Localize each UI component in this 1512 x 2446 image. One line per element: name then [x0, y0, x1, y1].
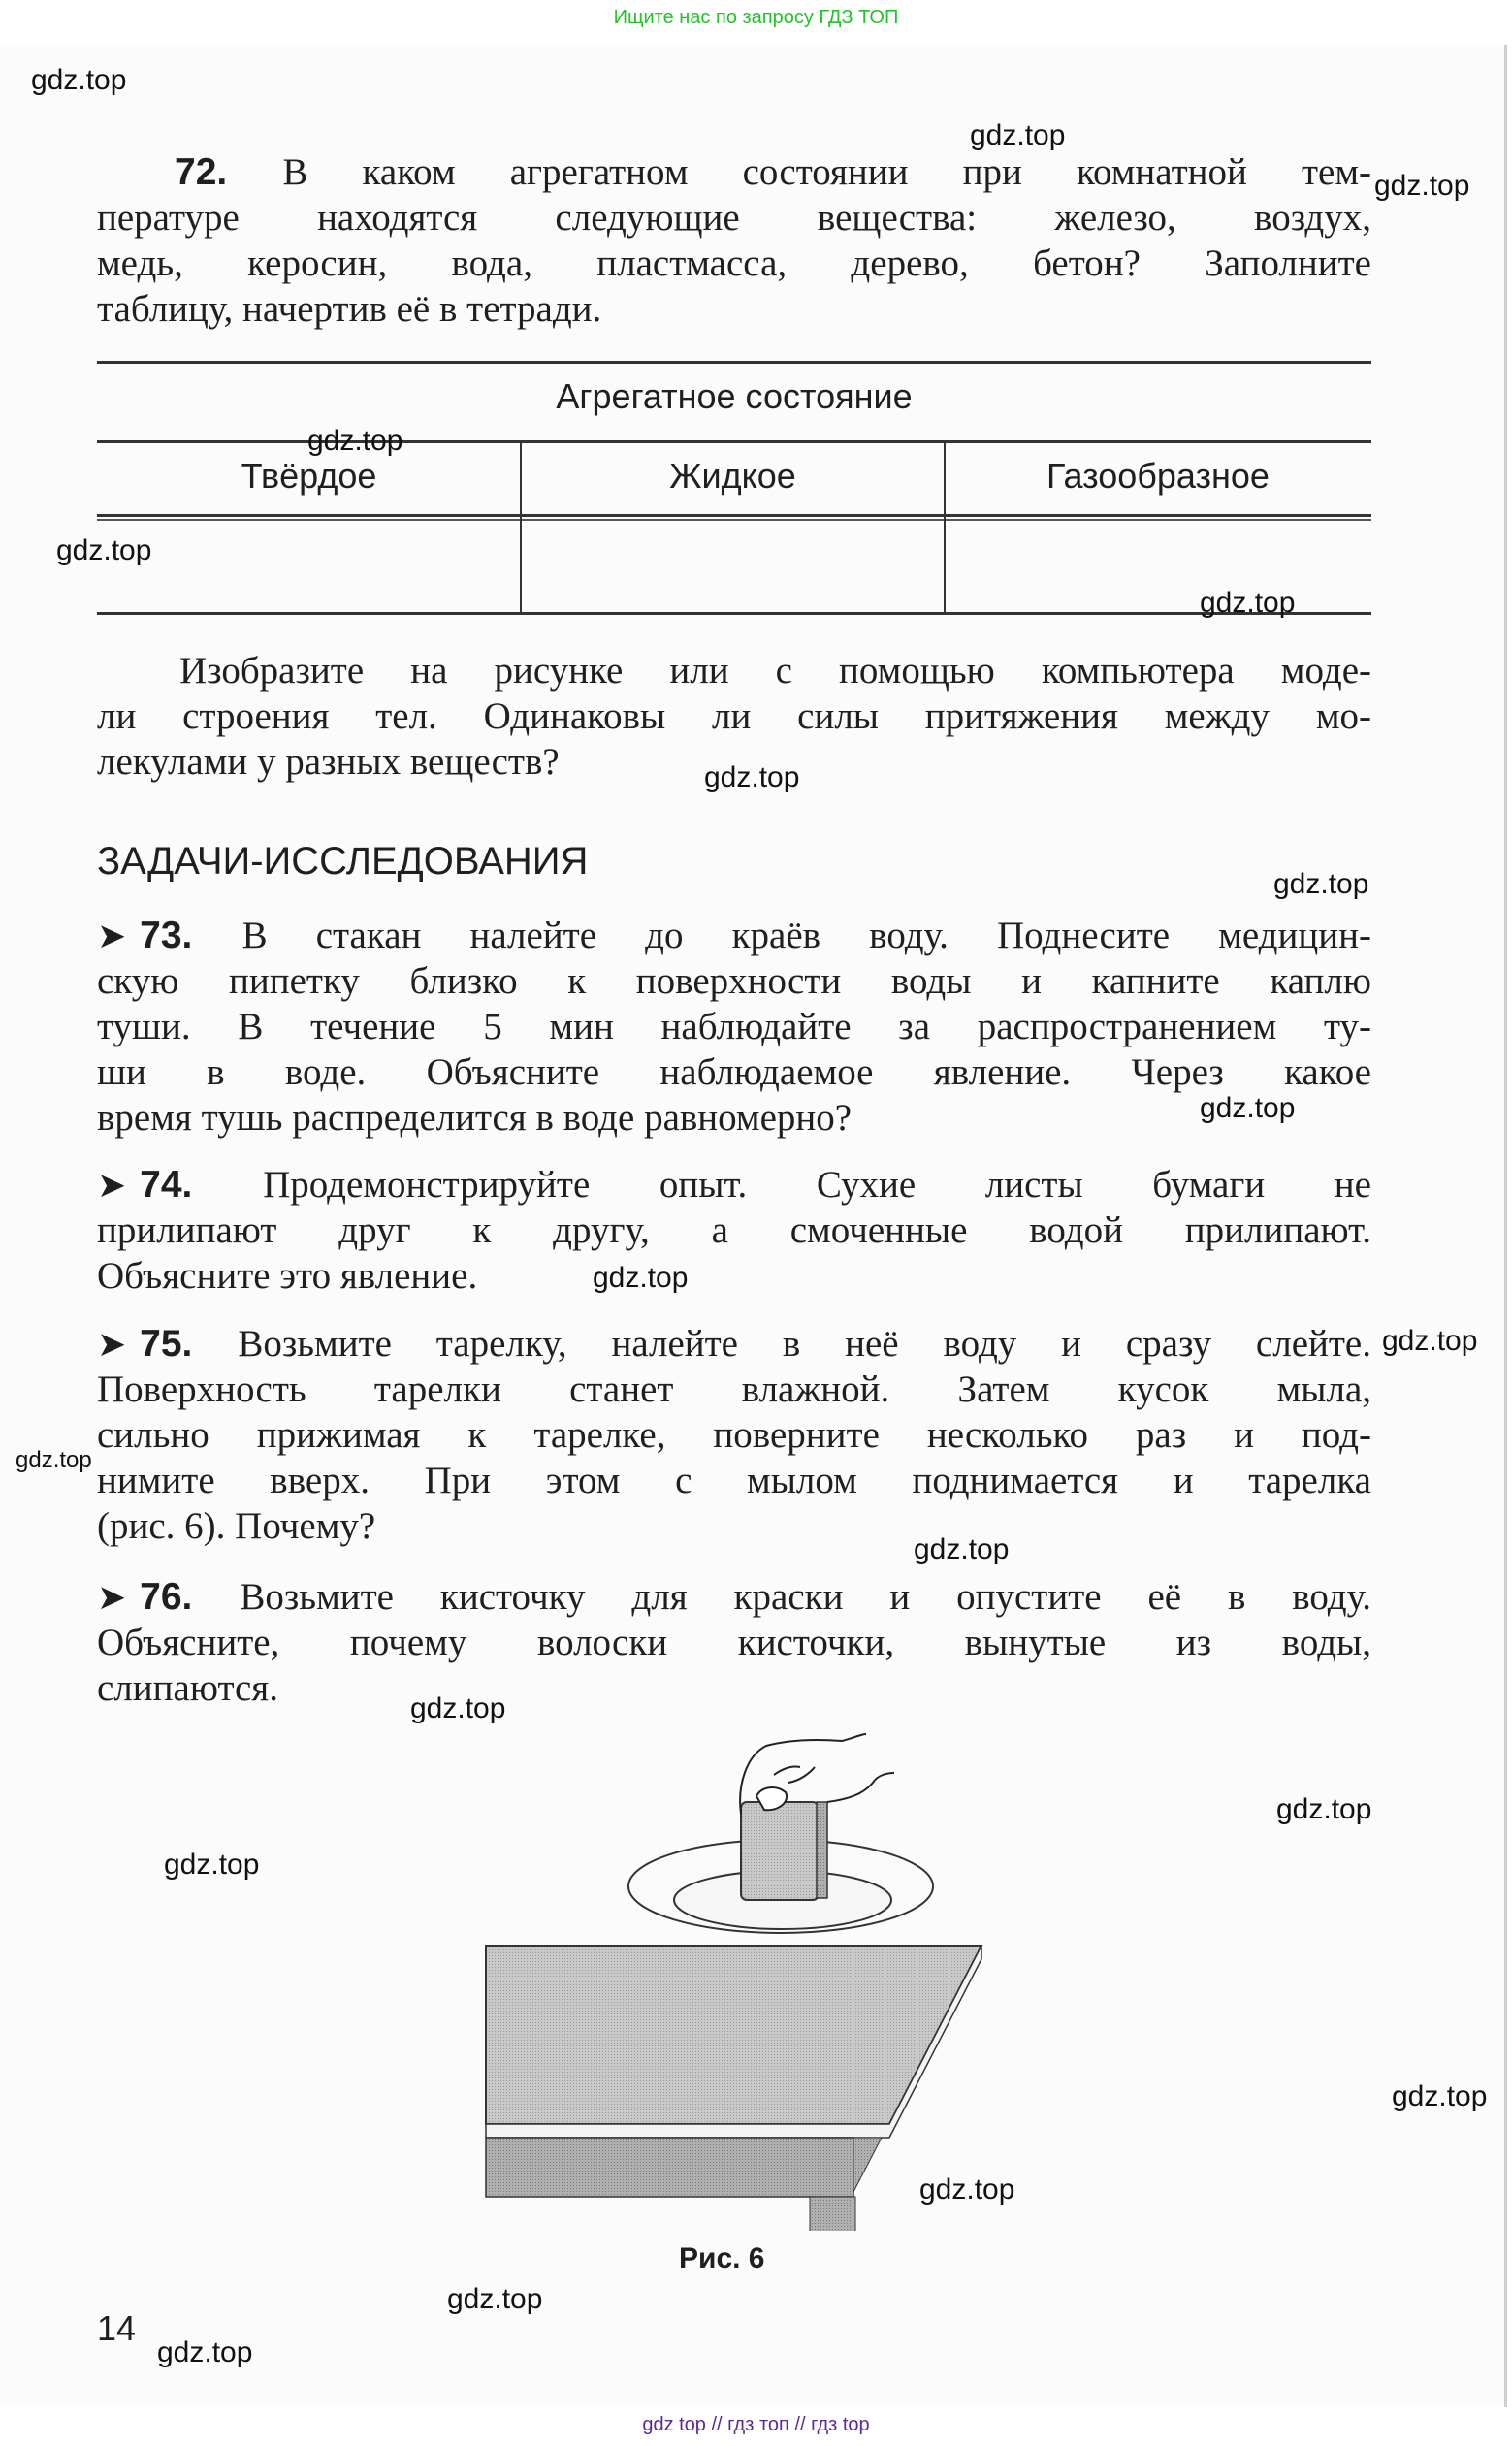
text-line-content: В каком агрегатном состоянии при комнатной тем- [282, 151, 1371, 193]
text-line-content: ли строения тел. Одинаковы ли силы притяжения между мо- [97, 695, 1371, 737]
text-line-content: Возьмите тарелку, налейте в неё воду и сразу слейте. [238, 1323, 1371, 1365]
column-header-liquid: Жидкое [669, 456, 796, 496]
task-number: 75. [140, 1323, 239, 1365]
text-line-content: скую пипетку близко к поверхности воды и капните каплю [97, 960, 1371, 1002]
task-75 [97, 1321, 1371, 1549]
watermark: gdz.top [1200, 1092, 1296, 1124]
task-number: 74. [140, 1164, 264, 1206]
column-header-gas: Газообразное [1046, 456, 1270, 496]
task-number: 73. [140, 915, 242, 956]
text-line [97, 286, 1371, 332]
task-74 [97, 1162, 1371, 1299]
text-line-content: Объясните, почему волоски кисточки, вынутые из воды, [97, 1622, 1371, 1663]
text-line [97, 1049, 1371, 1095]
text-line-content: слипаются. [97, 1667, 278, 1709]
table-column-divider [520, 442, 522, 613]
text-line [97, 1207, 1371, 1253]
table-bottom-rule [97, 612, 1371, 615]
watermark: gdz.top [1200, 587, 1296, 619]
watermark: gdz.top [1392, 2080, 1488, 2112]
table-top-rule [97, 361, 1371, 364]
watermark: gdz.top [593, 1262, 689, 1294]
arrow-icon: ➤ [97, 1578, 127, 1618]
table-column-divider [944, 442, 946, 613]
text-line [97, 1412, 1371, 1458]
watermark: gdz.top [919, 2173, 1015, 2205]
text-line [97, 648, 1371, 693]
text-line [97, 195, 1371, 241]
text-line-content: Продемонстрируйте опыт. Сухие листы бумаги не [263, 1164, 1371, 1206]
arrow-icon: ➤ [97, 1166, 127, 1206]
text-line [97, 149, 1371, 195]
column-header-solid: Твёрдое [241, 456, 377, 496]
text-line [97, 1665, 1371, 1711]
arrow-icon: ➤ [97, 1325, 127, 1365]
watermark: gdz.top [1273, 868, 1369, 900]
text-line [97, 1321, 1371, 1367]
table-double-rule [97, 514, 1371, 521]
text-line [97, 1162, 1371, 1207]
top-banner[interactable]: Ищите нас по запросу ГДЗ ТОП [0, 0, 1512, 45]
text-line-content: сильно прижимая к тарелке, поверните несколько раз и под- [97, 1414, 1371, 1456]
task-number: 72. [175, 151, 283, 193]
text-line-content: туши. В течение 5 мин наблюдайте за распространением ту- [97, 1006, 1371, 1047]
task-72 [97, 149, 1371, 332]
text-line-content: ши в воде. Объясните наблюдаемое явление. Через какое [97, 1051, 1371, 1093]
text-line-content: время тушь распределится в воде равномерно? [97, 1097, 853, 1139]
soap-bar [741, 1802, 827, 1900]
watermark: gdz.top [1276, 1793, 1372, 1825]
text-line [97, 1004, 1371, 1049]
text-line-content: Возьмите кисточку для краски и опустите её в воду. [240, 1576, 1371, 1618]
text-line [97, 958, 1371, 1004]
watermark: gdz.top [1374, 170, 1470, 202]
watermark: gdz.top [704, 761, 800, 793]
table-header-rule [97, 440, 1371, 443]
text-line-content: (рис. 6). Почему? [97, 1505, 376, 1547]
figure-soap-plate-illustration [466, 1717, 1009, 2231]
text-line [97, 1574, 1371, 1620]
bottom-banner[interactable]: gdz top // гдз топ // гдз top [0, 2407, 1512, 2446]
text-line [97, 1253, 1371, 1299]
text-line-content: таблицу, начертив её в тетради. [97, 288, 602, 330]
figure-caption: Рис. 6 [679, 2242, 765, 2274]
text-line [97, 1503, 1371, 1549]
watermark: gdz.top [164, 1849, 260, 1881]
watermark: gdz.top [307, 425, 403, 457]
table-top [486, 1946, 981, 2231]
watermark: gdz.top [447, 2283, 543, 2315]
text-line-content: Объясните это явление. [97, 1255, 478, 1297]
text-line [97, 1620, 1371, 1665]
watermark: gdz.top [1382, 1325, 1478, 1357]
text-line-content: нимите вверх. При этом с мылом поднимается и тарелка [97, 1460, 1371, 1501]
text-line [97, 913, 1371, 958]
text-line-content: пературе находятся следующие вещества: железо, воздух, [97, 197, 1371, 239]
arrow-icon: ➤ [97, 917, 127, 956]
watermark: gdz.top [31, 64, 127, 96]
text-line-content: медь, керосин, вода, пластмасса, дерево, бетон? Заполните [97, 242, 1371, 284]
section-heading: ЗАДАЧИ-ИССЛЕДОВАНИЯ [97, 840, 589, 883]
watermark: gdz.top [410, 1692, 506, 1724]
text-line-content: Поверхность тарелки станет влажной. Затем кусок мыла, [97, 1368, 1371, 1410]
page-number: 14 [97, 2308, 137, 2348]
text-line [97, 1458, 1371, 1503]
table-title: Агрегатное состояние [556, 376, 913, 416]
task-73 [97, 913, 1371, 1141]
task-number: 76. [140, 1576, 241, 1618]
watermark: gdz.top [970, 119, 1066, 151]
watermark: gdz.top [16, 1447, 92, 1473]
watermark: gdz.top [914, 1533, 1010, 1565]
watermark: gdz.top [157, 2336, 253, 2368]
text-line-content: прилипают друг к другу, а смоченные водой прилипают. [97, 1209, 1371, 1251]
text-line [97, 1367, 1371, 1412]
task-76 [97, 1574, 1371, 1711]
text-line [97, 241, 1371, 286]
text-line-content: лекулами у разных веществ? [97, 741, 560, 783]
text-line-content: Изобразите на рисунке или с помощью компьютера моде- [179, 650, 1371, 692]
watermark: gdz.top [56, 534, 152, 566]
text-line [97, 1095, 1371, 1141]
text-line-content: В стакан налейте до краёв воду. Поднесите медицин- [241, 915, 1371, 956]
text-line [97, 693, 1371, 739]
